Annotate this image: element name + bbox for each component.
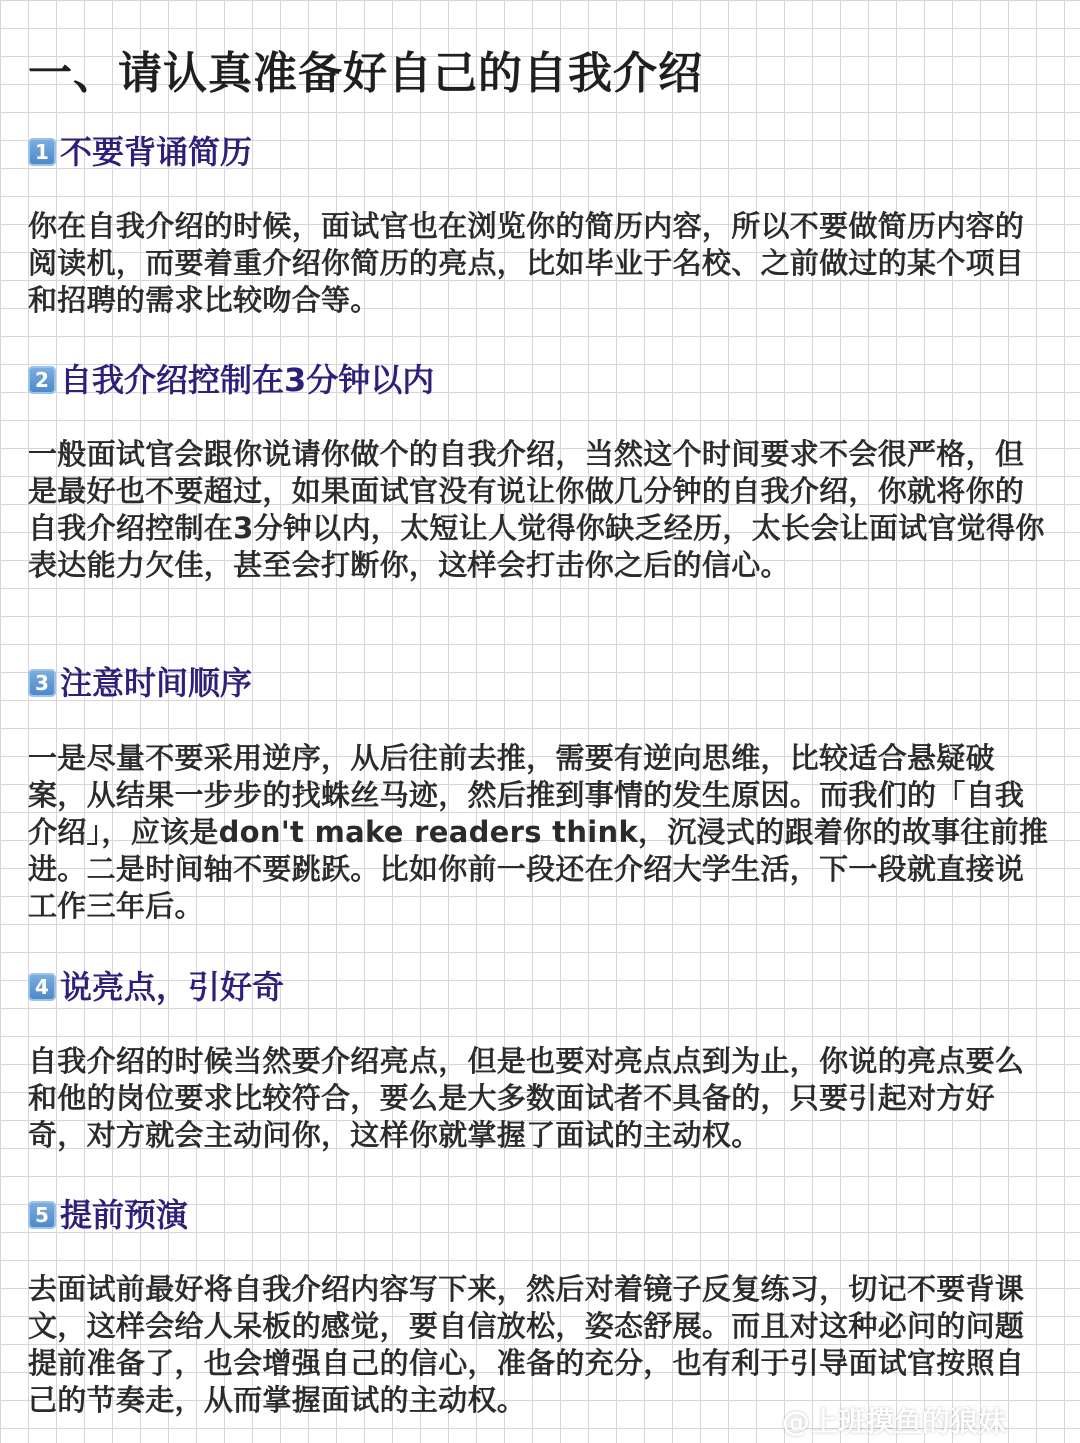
section-heading-text: 提前预演 [60,1196,189,1234]
section-paragraph-2: 一般面试官会跟你说请你做个的自我介绍，当然这个时间要求不会很严格，但是最好也不要超过，如果面试官没有说让你做几分钟的自我介绍，你就将你的自我介绍控制在3分钟以内，太短让人觉得你缺乏经历，太长会让面试官觉得你表达能力欠佳，甚至会打断你，这样会打击你之后的信心。 [28,437,1045,582]
section-paragraph-5: 去面试前最好将自我介绍内容写下来，然后对着镜子反复练习，切记不要背课文，这样会给人呆板的感觉，要自信放松，姿态舒展。而且对这种必问的问题提前准备了，也会增强自己的信心，准备的充分，也有利于引导面试官按照自己的节奏走，从而掌握面试的主动权。 [28,1272,1025,1417]
page-title: 一、请认真准备好自己的自我介绍 [28,48,703,99]
section-heading-text: 自我介绍控制在3分钟以内 [60,361,435,399]
section-heading-text: 说亮点，引好奇 [60,968,285,1006]
section-heading-4 [28,965,284,1009]
number-2-badge: 2 [28,366,56,394]
section-paragraph-1: 你在自我介绍的时候，面试官也在浏览你的简历内容，所以不要做简历内容的阅读机，而要着重介绍你简历的亮点，比如毕业于名校、之前做过的某个项目和招聘的需求比较吻合等。 [28,209,1025,317]
number-5-badge: 5 [28,1201,56,1229]
section-heading-1 [28,130,252,174]
section-heading-2 [28,358,434,402]
section-heading-3 [28,661,252,705]
number-3-badge: 3 [28,669,56,697]
section-heading-text: 注意时间顺序 [60,664,253,702]
section-heading-5 [28,1193,188,1237]
section-paragraph-3: 一是尽量不要采用逆序，从后往前去推，需要有逆向思维，比较适合悬疑破案，从结果一步步的找蛛丝马迹，然后推到事情的发生原因。而我们的「自我介绍」，应该是don't make readers think，沉浸式的跟着你的故事往前推进。二是时间轴不要跳跃。比如你前一段还在介绍大学生活，下一段就直接说工作三年后。 [28,741,1049,923]
number-1-badge: 1 [28,138,56,166]
section-paragraph-4: 自我介绍的时候当然要介绍亮点，但是也要对亮点点到为止，你说的亮点要么和他的岗位要求比较符合，要么是大多数面试者不具备的，只要引起对方好奇，对方就会主动问你，这样你就掌握了面试的主动权。 [28,1044,1025,1152]
section-heading-text: 不要背诵简历 [60,133,253,171]
number-4-badge: 4 [28,973,56,1001]
author-watermark: @上班摸鱼的狼妹 [781,1405,1006,1438]
